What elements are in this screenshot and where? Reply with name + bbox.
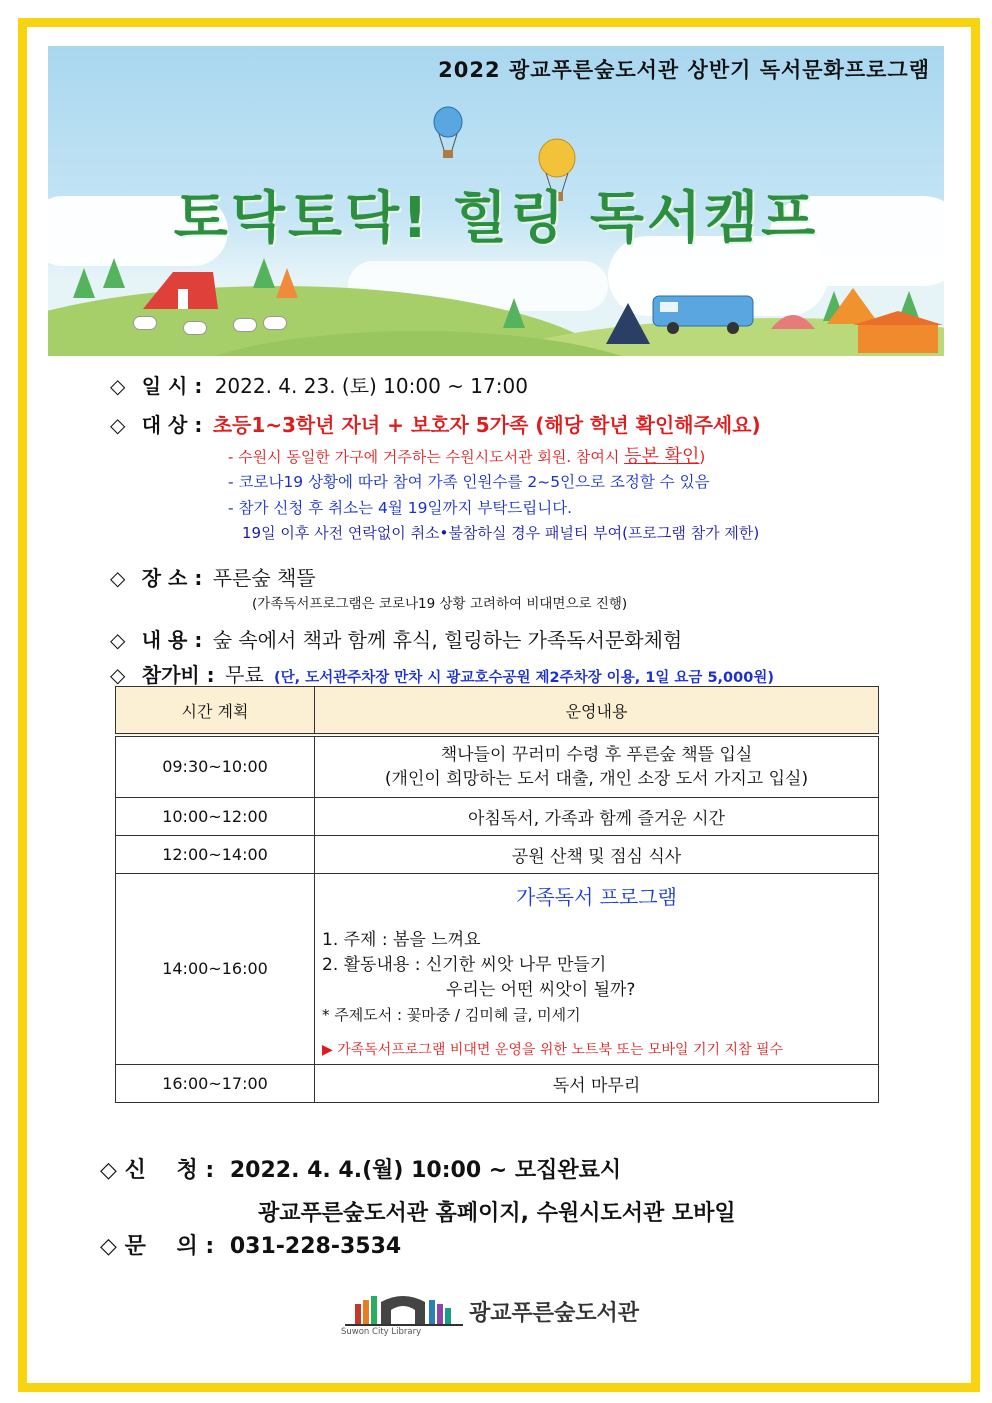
program-title: 가족독서 프로그램 [516, 884, 677, 909]
content-cell: 독서 마무리 [315, 1064, 879, 1102]
bullet: ◇ [110, 663, 126, 687]
logo-name: 광교푸른숲도서관 [469, 1301, 640, 1326]
column-header-content: 운영내용 [315, 687, 879, 736]
tree [103, 258, 125, 288]
target-value: 초등1~3학년 자녀 + 보호자 5가족 (해당 학년 확인해주세요) [212, 413, 761, 437]
time-cell: 16:00~17:00 [116, 1064, 315, 1102]
program-subtitle: 2022 광교푸른숲도서관 상반기 독서문화프로그램 [438, 58, 930, 82]
bullet: ◇ [110, 566, 126, 590]
place-note: (가족독서프로그램은 코로나19 상황 고려하여 비대면으로 진행) [252, 596, 628, 612]
sheep [233, 318, 257, 332]
camper-van-icon [648, 286, 758, 336]
tree [503, 298, 525, 328]
table-header-row [116, 687, 879, 736]
content-line-1: 책나들이 꾸러미 수령 후 푸른숲 책뜰 입실 [440, 744, 753, 765]
sheep [263, 316, 287, 330]
fee-label: 참가비 : [141, 663, 215, 687]
apply-line [100, 1153, 621, 1184]
banner-illustration [48, 46, 944, 356]
red-house-icon [133, 264, 223, 314]
tree [253, 258, 275, 288]
place-value: 푸른숲 책뜰 [212, 566, 316, 590]
apply-label: ◇ 신 청 : [100, 1158, 215, 1183]
bullet: ◇ [110, 374, 126, 398]
apply-value: 2022. 4. 4.(월) 10:00 ~ 모집완료시 [229, 1158, 622, 1183]
date-value: 2022. 4. 23. (토) 10:00 ~ 17:00 [214, 374, 528, 398]
target-line [110, 409, 761, 438]
program-details [316, 928, 877, 1063]
program-item: 우리는 어떤 씨앗이 될까? [446, 979, 636, 1000]
table-row [116, 797, 879, 835]
program-title: 토닥토닥! 힐링 독서캠프 [173, 186, 819, 251]
contact-label: ◇ 문 의 : [100, 1234, 215, 1259]
target-note-1 [228, 442, 705, 468]
content-line-2: (개인이 희망하는 도서 대출, 개인 소장 도서 가지고 입실) [384, 768, 809, 789]
dome-tent-icon [768, 301, 818, 331]
bullet: ◇ [110, 413, 126, 437]
content-cell: 아침독서, 가족과 함께 즐거운 시간 [315, 797, 879, 835]
fee-value: 무료 [225, 663, 264, 687]
teepee-icon [603, 301, 653, 346]
bullet: ◇ [110, 628, 126, 652]
date-label: 일 시 : [141, 374, 203, 398]
cabin-icon [853, 311, 943, 356]
logo-tagline: Suwon City Library [341, 1327, 422, 1337]
time-cell: 10:00~12:00 [116, 797, 315, 835]
program-note: ▶ 가족독서프로그램 비대면 운영을 위한 노트북 또는 모바일 기기 지참 필수 [322, 1041, 783, 1058]
target-label: 대 상 : [141, 413, 203, 437]
content-label: 내 용 : [141, 628, 203, 652]
program-item: * 주제도서 : 꽃마중 / 김미혜 글, 미세기 [322, 1005, 581, 1024]
content-value: 숲 속에서 책과 함께 휴식, 힐링하는 가족독서문화체험 [212, 628, 683, 652]
time-cell: 12:00~14:00 [116, 835, 315, 873]
tree [276, 268, 298, 298]
content-cell [315, 873, 879, 1064]
fee-note: (단, 도서관주차장 만차 시 광교호수공원 제2주차장 이용, 1일 요금 5,000원) [274, 670, 774, 686]
tree [73, 268, 95, 298]
library-logo [341, 1290, 640, 1340]
program-item: 1. 주제 : 봄을 느껴요 [322, 929, 481, 950]
table-row [116, 1064, 879, 1102]
target-note-1-emphasis: 등본 확인 [624, 446, 700, 467]
date-line [110, 370, 528, 399]
sheep [133, 316, 157, 330]
content-cell [315, 735, 879, 797]
column-header-time: 시간 계획 [116, 687, 315, 736]
schedule-table [115, 686, 879, 1103]
target-note-2: - 코로나19 상황에 따라 참여 가족 인원수를 2~5인으로 조정할 수 있음 [228, 473, 710, 491]
contact-value: 031-228-3534 [229, 1234, 402, 1259]
target-note-1-suffix: ) [699, 448, 706, 466]
time-cell: 14:00~16:00 [116, 873, 315, 1064]
program-item: 2. 활동내용 : 신기한 씨앗 나무 만들기 [322, 954, 607, 975]
time-cell: 09:30~10:00 [116, 735, 315, 797]
hot-air-balloon-icon [431, 106, 465, 166]
sheep [183, 321, 207, 335]
table-row [116, 873, 879, 1064]
target-note-1-text: - 수원시 동일한 가구에 거주하는 수원시도서관 회원. 참여시 [228, 448, 620, 466]
target-note-4: 19일 이후 사전 연락없이 취소•불참하실 경우 패널티 부여(프로그램 참가 제한) [242, 524, 760, 542]
place-label: 장 소 : [141, 566, 203, 590]
fee-line [110, 659, 774, 688]
apply-channels: 광교푸른숲도서관 홈페이지, 수원시도서관 모바일 [258, 1201, 736, 1226]
table-row [116, 735, 879, 797]
table-row [116, 835, 879, 873]
contact-line [100, 1229, 401, 1260]
content-line [110, 624, 682, 653]
content-cell: 공원 산책 및 점심 식사 [315, 835, 879, 873]
target-note-3: - 참가 신청 후 취소는 4월 19일까지 부탁드립니다. [228, 499, 573, 517]
place-line [110, 562, 316, 591]
